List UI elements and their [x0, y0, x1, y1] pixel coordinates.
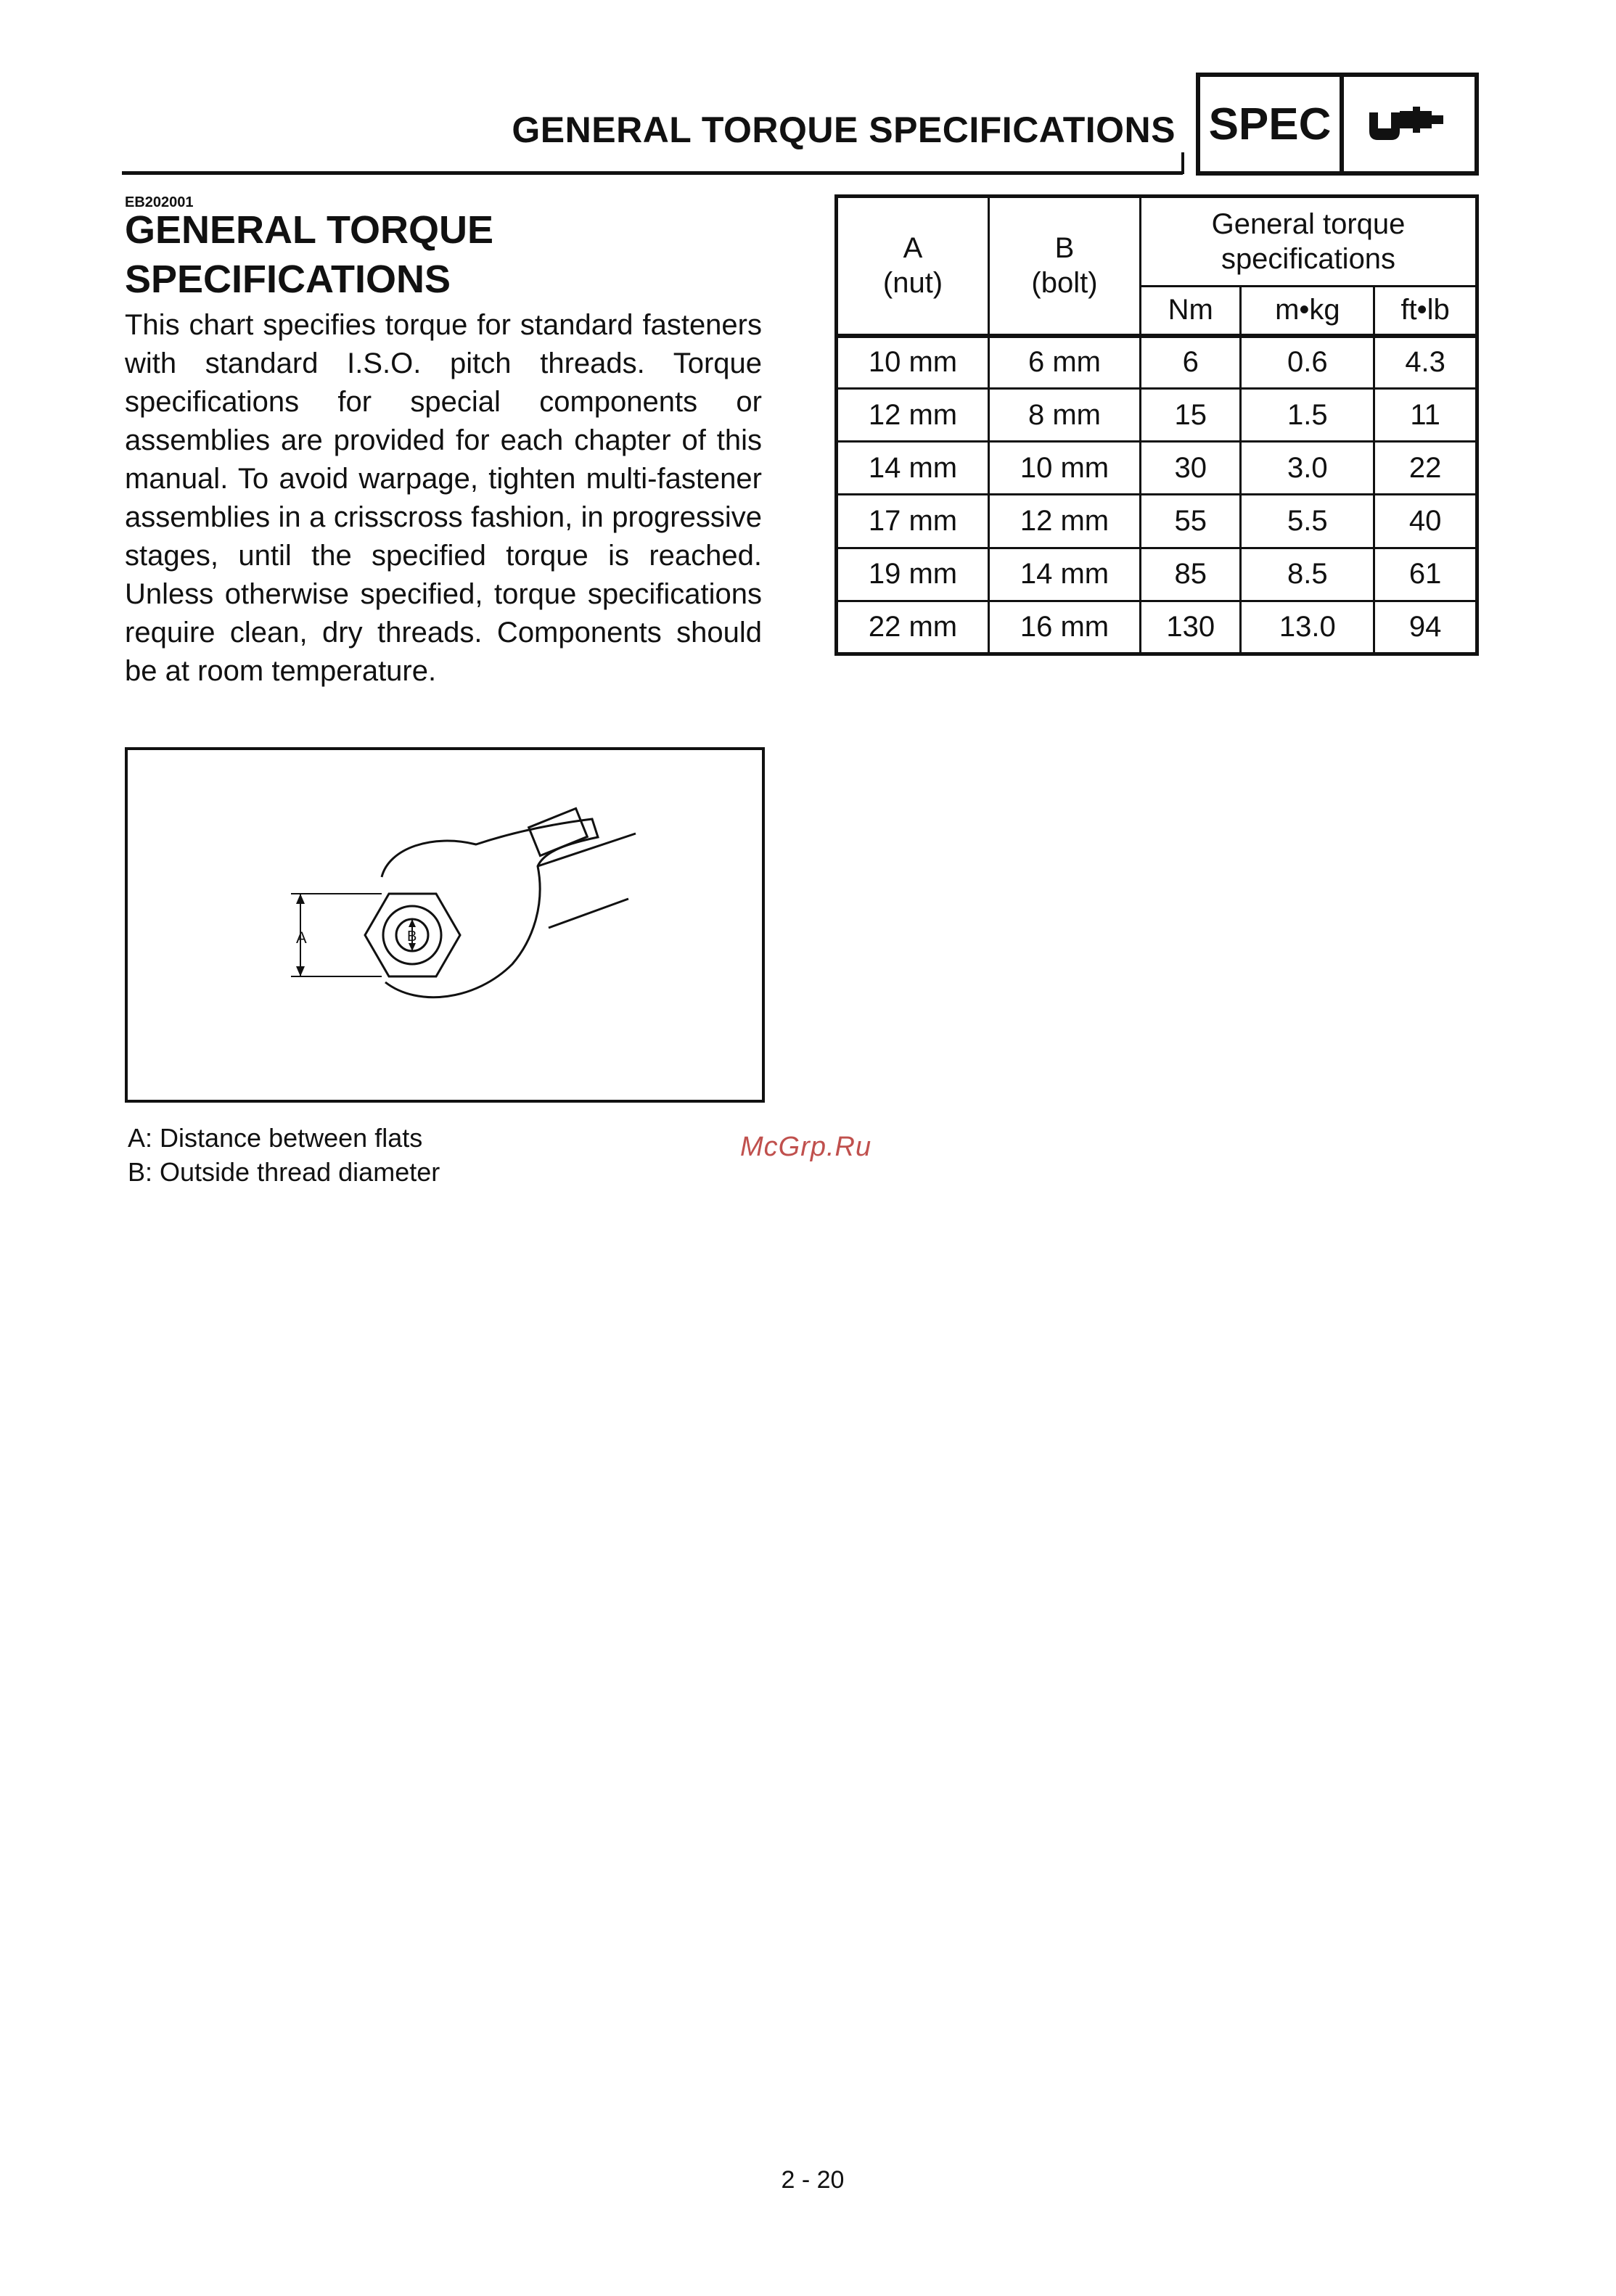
header-rule-tick — [1181, 152, 1184, 174]
cell-ftlb: 40 — [1374, 495, 1477, 548]
column-header-nut — [837, 197, 989, 336]
spec-badge-label: SPEC — [1200, 77, 1344, 171]
unit-header-ftlb: ft•lb — [1374, 287, 1477, 336]
table-row — [837, 601, 1477, 654]
section-heading-line-2: SPECIFICATIONS — [125, 258, 451, 301]
column-group-torque — [1141, 197, 1477, 287]
section-heading-line-1: GENERAL TORQUE — [125, 208, 494, 252]
cell-ftlb: 11 — [1374, 389, 1477, 442]
cell-bolt: 12 mm — [989, 495, 1141, 548]
cell-mkg: 1.5 — [1241, 389, 1374, 442]
cell-bolt: 6 mm — [989, 336, 1141, 389]
table-row — [837, 548, 1477, 601]
cell-nm: 85 — [1141, 548, 1241, 601]
cell-nut: 19 mm — [837, 548, 989, 601]
table-row — [837, 495, 1477, 548]
cell-mkg: 13.0 — [1241, 601, 1374, 654]
cell-nm: 6 — [1141, 336, 1241, 389]
cell-nm: 130 — [1141, 601, 1241, 654]
cell-bolt: 14 mm — [989, 548, 1141, 601]
cell-mkg: 3.0 — [1241, 442, 1374, 495]
column-header-nut-label: (nut) — [882, 267, 943, 300]
page-header-title: GENERAL TORQUE SPECIFICATIONS — [512, 110, 1176, 150]
cell-ftlb: 94 — [1374, 601, 1477, 654]
legend-item-b: B: Outside thread diameter — [128, 1157, 440, 1187]
unit-header-nm: Nm — [1141, 287, 1241, 336]
watermark: McGrp.Ru — [740, 1132, 872, 1162]
spec-badge — [1196, 73, 1479, 176]
section-body-text: This chart specifies torque for standard fasteners with standard I.S.O. pitch threads. Torque specifications for special components or assemblies are provided for each chapter of this manual. To avoid warpage, tighten multi-fastener assemblies in a crisscross fashion, in progressive stages, until the specified torque is reached. Unless otherwise specified, torque specifications require clean, dry threads. Components should be at room temperature. — [125, 309, 762, 687]
section-heading — [125, 205, 778, 304]
torque-table — [834, 194, 1479, 656]
column-header-bolt — [989, 197, 1141, 336]
cell-bolt: 8 mm — [989, 389, 1141, 442]
cell-ftlb: 61 — [1374, 548, 1477, 601]
dimension-label-b: B — [407, 929, 417, 945]
column-group-torque-line-1: General torque — [1211, 208, 1406, 240]
unit-header-mkg: m•kg — [1241, 287, 1374, 336]
torque-wrench-icon-graphic — [1362, 95, 1456, 153]
cell-nm: 55 — [1141, 495, 1241, 548]
cell-bolt: 10 mm — [989, 442, 1141, 495]
legend-item-a: A: Distance between flats — [128, 1123, 423, 1153]
cell-nut: 12 mm — [837, 389, 989, 442]
column-header-nut-letter: A — [903, 232, 923, 265]
cell-nut: 14 mm — [837, 442, 989, 495]
table-row — [837, 336, 1477, 389]
cell-mkg: 8.5 — [1241, 548, 1374, 601]
wrench-figure — [125, 747, 765, 1103]
table-row — [837, 389, 1477, 442]
cell-nut: 10 mm — [837, 336, 989, 389]
cell-bolt: 16 mm — [989, 601, 1141, 654]
cell-nut: 17 mm — [837, 495, 989, 548]
torque-wrench-icon — [1344, 77, 1475, 171]
column-header-bolt-label: (bolt) — [1031, 267, 1098, 300]
cell-mkg: 0.6 — [1241, 336, 1374, 389]
figure-legend — [128, 1121, 440, 1189]
cell-ftlb: 22 — [1374, 442, 1477, 495]
cell-ftlb: 4.3 — [1374, 336, 1477, 389]
column-group-torque-line-2: specifications — [1221, 243, 1396, 275]
table-row — [837, 442, 1477, 495]
cell-nm: 30 — [1141, 442, 1241, 495]
cell-nut: 22 mm — [837, 601, 989, 654]
dimension-label-a: A — [296, 929, 307, 947]
section-code: EB202001 — [125, 194, 194, 210]
cell-nm: 15 — [1141, 389, 1241, 442]
column-header-bolt-letter: B — [1054, 232, 1075, 265]
open-end-wrench-diagram — [128, 750, 762, 1100]
header-rule — [122, 171, 1183, 175]
page-number: 2 - 20 — [781, 2166, 845, 2194]
cell-mkg: 5.5 — [1241, 495, 1374, 548]
